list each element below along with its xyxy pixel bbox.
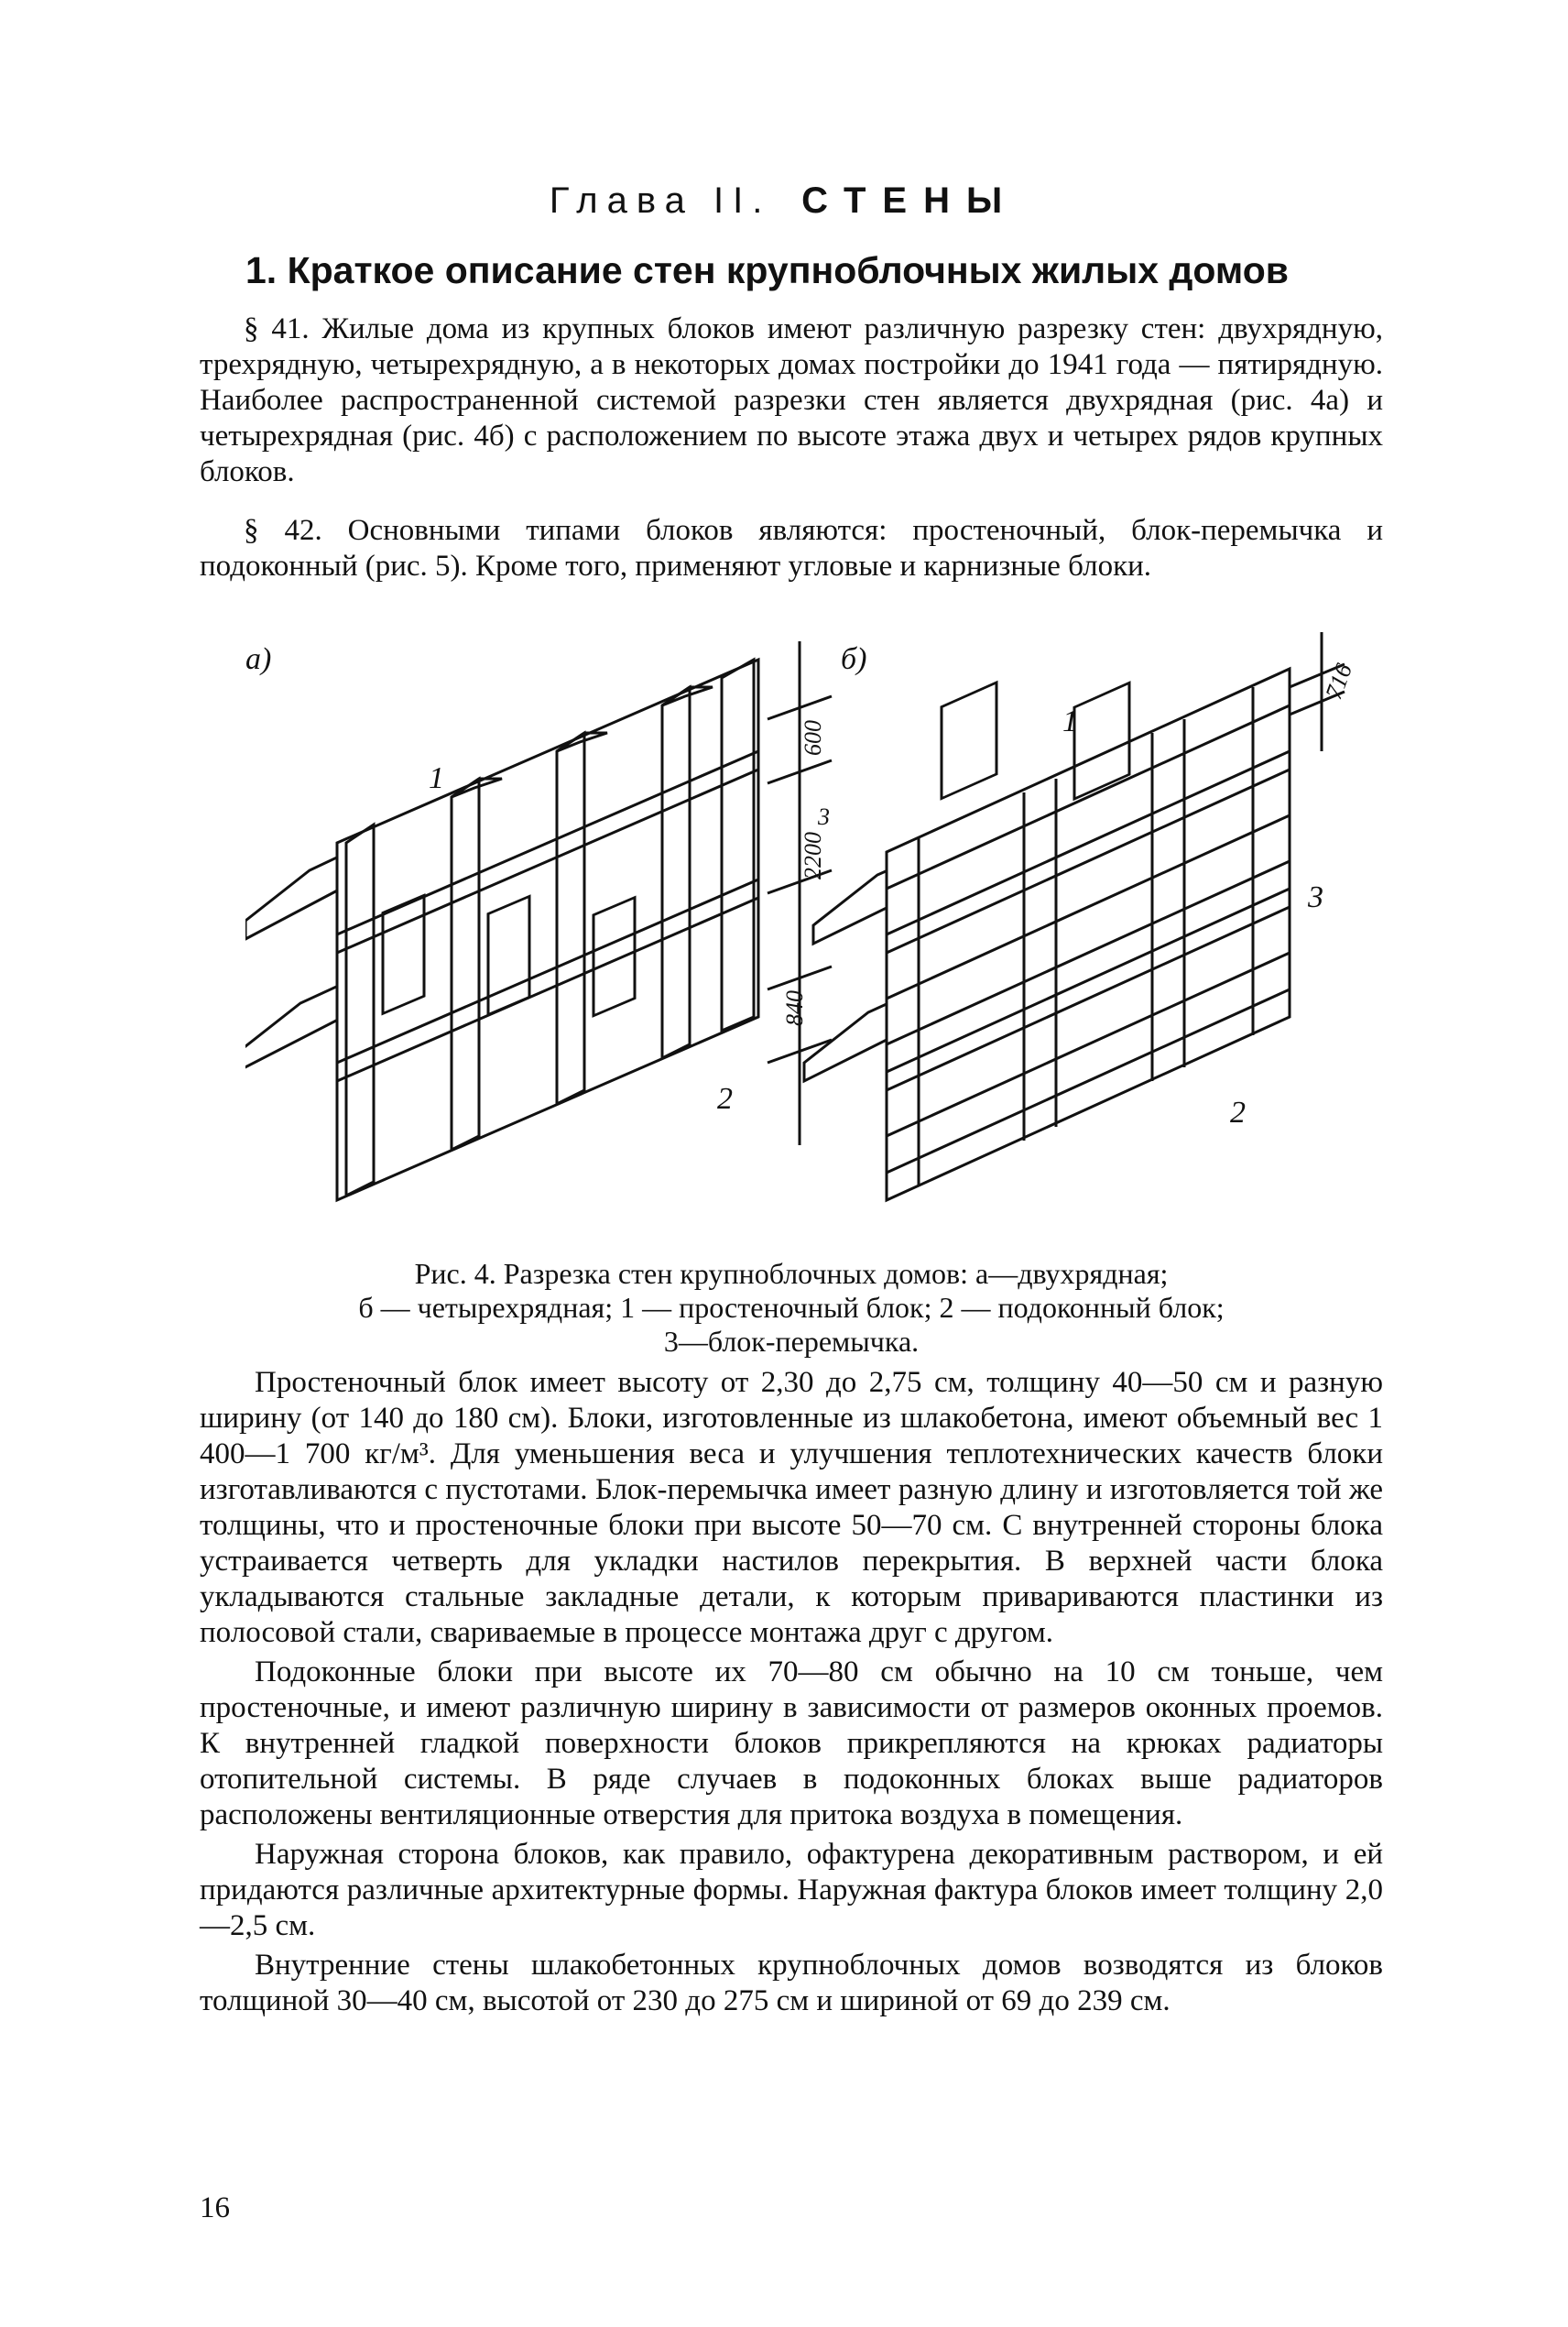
callout-1-a: 1 bbox=[429, 761, 444, 795]
chapter-label: Глава II. bbox=[549, 180, 772, 221]
wall-diagram bbox=[245, 632, 1363, 1255]
body-paragraph: Простеночный блок имеет высоту от 2,30 до 2,75 см, толщину 40—50 см и разную ширину (от 140 до 180 см). Блоки, изготовленные из шлакобетона, имеют объемный вес 1 400—1 700 кг/м³. Для уменьшения веса и улучшения теплотехнических качеств блоки изготавливаются с пустотами. Блок-перемычка имеет разную длину и изготовляется той же толщины, что и простеночные блоки при высоте 50—70 см. С внутренней стороны блока устраивается четверть для укладки настилов перекрытия. В верхней части блока укладываются стальные закладные детали, к которым привариваются пластинки из полосовой стали, свариваемые в процессе монтажа друг с другом. bbox=[200, 1366, 1383, 1649]
diagram-a bbox=[245, 641, 832, 1200]
body-paragraph: Внутренние стены шлакобетонных крупноблочных домов возводятся из блоков толщиной 30—40 см, высотой от 230 до 275 см и шириной от 69 до 239 см. bbox=[200, 1949, 1383, 2017]
paragraph-42: § 42. Основными типами блоков являются: простеночный, блок-перемычка и подоконный (рис. 5). Кроме того, применяют угловые и карнизные блоки. bbox=[200, 514, 1383, 583]
dimension-2200: 2200 bbox=[800, 832, 826, 879]
callout-2-a: 2 bbox=[717, 1082, 733, 1116]
caption-line-2: б — четырехрядная; 1 — простеночный блок; 2 — подоконный блок; bbox=[358, 1291, 1225, 1324]
figure-4 bbox=[245, 632, 1363, 1255]
figure-caption bbox=[200, 1257, 1383, 1359]
dimension-600: 600 bbox=[800, 720, 826, 756]
body-paragraph: Наружная сторона блоков, как правило, офактурена декоративным раствором, и ей придаются различные архитектурные формы. Наружная фактура блоков имеет толщину 2,0—2,5 см. bbox=[200, 1838, 1383, 1942]
caption-line-1: Рис. 4. Разрезка стен крупноблочных домов: а—двухрядная; bbox=[414, 1257, 1169, 1290]
dimension-840: 840 bbox=[781, 990, 808, 1026]
callout-1-b: 1 bbox=[1062, 705, 1078, 738]
body-paragraph: Подоконные блоки при высоте их 70—80 см обычно на 10 см тоньше, чем простеночные, и имеют различную ширину в зависимости от размеров оконных проемов. К внутренней гладкой поверхности блоков прикрепляются на крюках радиаторы отопительной системы. В ряде случаев в подоконных блоках выше радиаторов расположены вентиляционные отверстия для притока воздуха в помещения. bbox=[200, 1655, 1383, 1831]
section-title: 1. Краткое описание стен крупноблочных жилых домов bbox=[245, 249, 1289, 291]
body-text bbox=[200, 1365, 1383, 2023]
caption-line-3: 3—блок-перемычка. bbox=[663, 1325, 920, 1358]
callout-2-b: 2 bbox=[1230, 1096, 1246, 1130]
chapter-title: СТЕНЫ bbox=[801, 180, 1019, 221]
paragraph-41: § 41. Жилые дома из крупных блоков имеют различную разрезку стен: двухрядную, трехрядную, четырехрядную, а в некоторых домах постройки до 1941 года — пятирядную. Наиболее распространенной системой разрезки стен является двухрядная (рис. 4а) и четырехрядная (рис. 4б) с расположением по высоте этажа двух и четырех рядов крупных блоков. bbox=[200, 312, 1383, 488]
chapter-heading bbox=[0, 180, 1568, 222]
page-number: 16 bbox=[200, 2191, 230, 2224]
dimension-716: 716 bbox=[1320, 660, 1357, 704]
callout-3-b: 3 bbox=[1308, 880, 1323, 914]
label-b: б) bbox=[841, 642, 867, 676]
callout-3-a: 3 bbox=[818, 803, 830, 830]
label-a: а) bbox=[245, 642, 272, 676]
